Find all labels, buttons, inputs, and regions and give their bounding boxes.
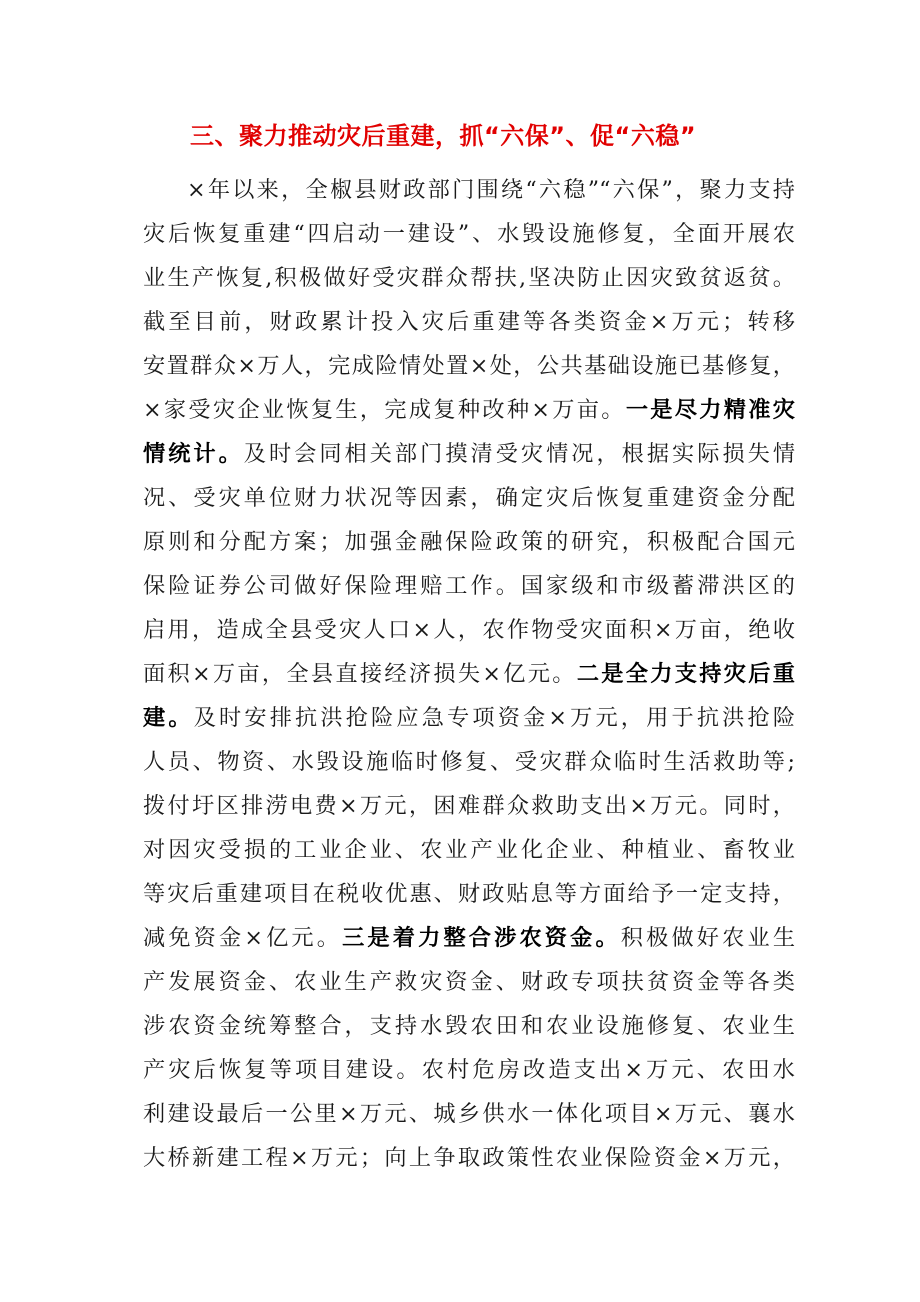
text-line: [143, 1004, 795, 1048]
text-segment: 涉农资金统筹整合，支持水毁农田和农业设施修复、农业生: [143, 1013, 795, 1039]
text-line: [143, 520, 795, 564]
body-paragraph: [143, 168, 795, 1180]
text-line: [143, 784, 795, 828]
text-segment: 况、受灾单位财力状况等因素，确定灾后恢复重建资金分配: [143, 485, 795, 511]
text-line: [143, 300, 795, 344]
text-line: [143, 696, 795, 740]
bold-lead-phrase: 建。: [143, 705, 194, 731]
text-line: [143, 740, 795, 784]
text-line: [143, 916, 795, 960]
text-segment: 产灾后恢复等项目建设。农村危房改造支出×万元、农田水: [143, 1057, 795, 1083]
text-line: [143, 872, 795, 916]
text-segment: 对因灾受损的工业企业、农业产业化企业、种植业、畜牧业: [143, 837, 795, 863]
text-segment: ×家受灾企业恢复生，完成复种改种×万亩。: [143, 397, 626, 423]
text-line: [143, 1136, 795, 1180]
text-segment: 灾后恢复重建“四启动一建设”、水毁设施修复，全面开展农: [143, 221, 795, 247]
text-segment: 拨付圩区排涝电费×万元，困难群众救助支出×万元。同时，: [143, 793, 795, 819]
text-segment: 大桥新建工程×万元；向上争取政策性农业保险资金×万元，: [143, 1145, 795, 1171]
text-segment: 减免资金×亿元。: [143, 925, 343, 951]
text-segment: 面积×万亩，全县直接经济损失×亿元。: [143, 661, 577, 687]
section-heading: 三、聚力推动灾后重建，抓“六保”、促“六稳”: [190, 122, 697, 150]
text-line: [143, 168, 795, 212]
text-segment: 等灾后重建项目在税收优惠、财政贴息等方面给予一定支持，: [143, 881, 795, 907]
text-line: [143, 960, 795, 1004]
text-line: [143, 564, 795, 608]
text-segment: 业生产恢复,积极做好受灾群众帮扶,坚决防止因灾致贫返贫。: [143, 265, 795, 291]
text-segment: 人员、物资、水毁设施临时修复、受灾群众临时生活救助等;: [143, 749, 795, 775]
text-segment: 及时安排抗洪抢险应急专项资金×万元，用于抗洪抢险: [193, 705, 796, 731]
bold-lead-phrase: 三是着力整合涉农资金。: [342, 925, 621, 951]
text-segment: 启用，造成全县受灾人口×人，农作物受灾面积×万亩，绝收: [143, 617, 795, 643]
text-line: [143, 608, 795, 652]
text-line: [143, 652, 795, 696]
text-segment: 利建设最后一公里×万元、城乡供水一体化项目×万元、襄水: [143, 1101, 795, 1127]
text-line: [143, 432, 795, 476]
text-segment: 截至目前，财政累计投入灾后重建等各类资金×万元；转移: [143, 309, 795, 335]
text-segment: 原则和分配方案；加强金融保险政策的研究，积极配合国元: [143, 529, 795, 555]
text-line: [143, 344, 795, 388]
text-line: [143, 828, 795, 872]
text-line: [143, 1092, 795, 1136]
text-segment: 及时会同相关部门摸清受灾情况，根据实际损失情: [243, 441, 796, 467]
text-line: [143, 1048, 795, 1092]
text-segment: 积极做好农业生: [620, 925, 796, 951]
bold-lead-phrase: 二是全力支持灾后重: [576, 661, 795, 687]
text-segment: 保险证券公司做好保险理赔工作。国家级和市级蓄滞洪区的: [143, 573, 795, 599]
text-line: [143, 256, 795, 300]
text-line: [143, 476, 795, 520]
text-segment: 产发展资金、农业生产救灾资金、财政专项扶贫资金等各类: [143, 969, 795, 995]
text-segment: 安置群众×万人，完成险情处置×处，公共基础设施已基修复，: [143, 353, 795, 379]
text-line: [143, 212, 795, 256]
text-segment: ×年以来，全椒县财政部门围绕“六稳”“六保”，聚力支持: [187, 177, 795, 203]
bold-lead-phrase: 一是尽力精准灾: [625, 397, 795, 423]
bold-lead-phrase: 情统计。: [143, 441, 244, 467]
text-line: [143, 388, 795, 432]
